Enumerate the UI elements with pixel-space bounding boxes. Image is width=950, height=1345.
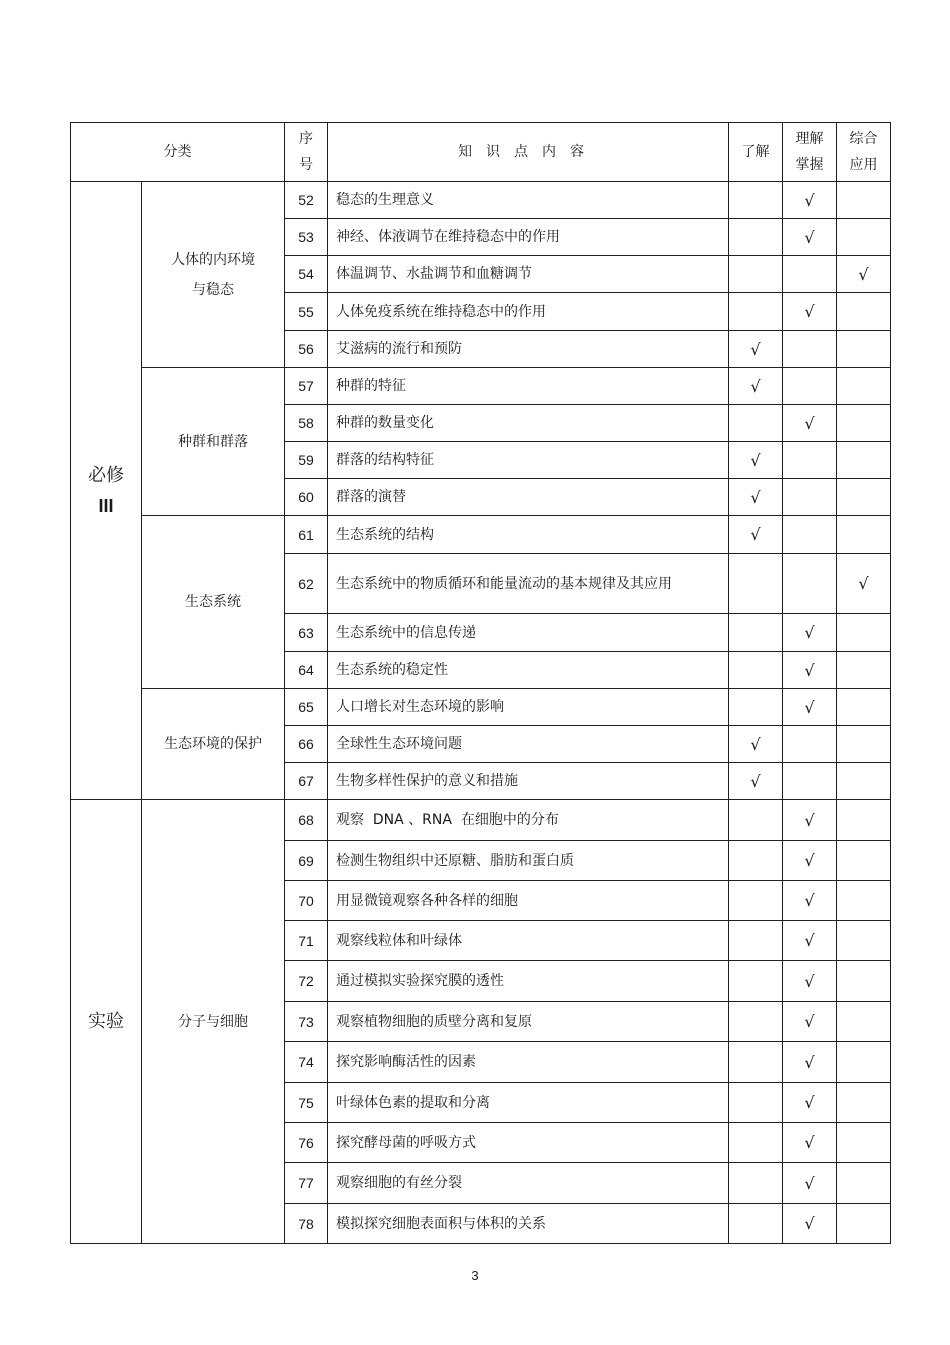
level-master-cell: [783, 1163, 837, 1204]
row-content: 神经、体液调节在维持稳态中的作用: [328, 219, 729, 256]
level-apply-cell: [837, 331, 891, 368]
row-number: 65: [285, 689, 328, 726]
level-apply-cell: [837, 1083, 891, 1123]
header-level-apply: [837, 123, 891, 182]
row-number: 75: [285, 1083, 328, 1123]
checkmark-icon: √: [804, 697, 815, 717]
checkmark-icon: √: [804, 227, 815, 247]
group-label-line1: 分子与细胞: [178, 1013, 248, 1030]
level-master-cell: [783, 554, 837, 614]
level-master-cell: [783, 726, 837, 763]
row-number: 71: [285, 921, 328, 961]
row-content: 观察植物细胞的质壁分离和复原: [328, 1002, 729, 1042]
header-seq-line2: 号: [299, 157, 313, 173]
level-understand-cell: [729, 881, 783, 921]
group-label: [142, 182, 285, 368]
level-understand-cell: [729, 841, 783, 881]
level-master-cell: [783, 479, 837, 516]
section-label-line1: 实验: [88, 1010, 124, 1032]
level-apply-cell: [837, 293, 891, 331]
level-master-cell: [783, 1042, 837, 1083]
level-apply-cell: [837, 689, 891, 726]
level-apply-cell: [837, 614, 891, 652]
level-apply-cell: [837, 1163, 891, 1204]
level-master-cell: [783, 689, 837, 726]
header-seq: [285, 123, 328, 182]
row-number: 61: [285, 516, 328, 554]
row-content: 种群的特征: [328, 368, 729, 405]
level-apply-cell: [837, 1042, 891, 1083]
row-number: 56: [285, 331, 328, 368]
row-number: 70: [285, 881, 328, 921]
section-label: [71, 800, 142, 1244]
checkmark-icon: √: [804, 1173, 815, 1193]
section-label: [71, 182, 142, 800]
level-master-cell: [783, 442, 837, 479]
section-label-line1: 必修: [88, 464, 124, 486]
level-apply-cell: [837, 652, 891, 689]
level-master-cell: [783, 800, 837, 841]
level-master-cell: [783, 219, 837, 256]
level-understand-cell: [729, 442, 783, 479]
row-content: 人口增长对生态环境的影响: [328, 689, 729, 726]
row-content: 生态系统的稳定性: [328, 652, 729, 689]
row-number: 67: [285, 763, 328, 800]
checkmark-icon: √: [804, 190, 815, 210]
level-understand-cell: [729, 256, 783, 293]
level-understand-cell: [729, 763, 783, 800]
row-content: 叶绿体色素的提取和分离: [328, 1083, 729, 1123]
header-level-master-line2: 掌握: [795, 157, 824, 173]
level-understand-cell: [729, 182, 783, 219]
header-level-apply-line2: 应用: [849, 157, 878, 173]
row-content: 生态系统的结构: [328, 516, 729, 554]
header-level-apply-line1: 综合: [849, 131, 878, 147]
row-content: 通过模拟实验探究膜的透性: [328, 961, 729, 1002]
level-master-cell: [783, 293, 837, 331]
table-row: [71, 182, 891, 219]
checkmark-icon: √: [804, 891, 815, 910]
level-apply-cell: [837, 256, 891, 293]
row-content: 全球性生态环境问题: [328, 726, 729, 763]
checkmark-icon: √: [804, 1012, 815, 1031]
level-understand-cell: [729, 800, 783, 841]
group-label: [142, 368, 285, 516]
header-level-master-line1: 理解: [795, 131, 824, 147]
level-master-cell: [783, 331, 837, 368]
checkmark-icon: √: [804, 851, 815, 870]
row-content: 群落的结构特征: [328, 442, 729, 479]
row-number: 60: [285, 479, 328, 516]
level-understand-cell: [729, 219, 783, 256]
checkmark-icon: √: [804, 971, 815, 991]
checkmark-icon: √: [750, 734, 761, 754]
checkmark-icon: √: [804, 302, 815, 321]
checkmark-icon: √: [804, 413, 815, 433]
row-number: 53: [285, 219, 328, 256]
row-content: 模拟探究细胞表面积与体积的关系: [328, 1204, 729, 1244]
level-master-cell: [783, 961, 837, 1002]
checkmark-icon: √: [804, 931, 815, 950]
level-apply-cell: [837, 841, 891, 881]
row-number: 55: [285, 293, 328, 331]
row-number: 52: [285, 182, 328, 219]
level-master-cell: [783, 368, 837, 405]
row-content: 生物多样性保护的意义和措施: [328, 763, 729, 800]
header-content: 知识点内容: [328, 123, 729, 182]
page-number: 3: [471, 1268, 479, 1283]
level-apply-cell: [837, 554, 891, 614]
table-row: [71, 689, 891, 726]
table-row: [71, 368, 891, 405]
level-understand-cell: [729, 1123, 783, 1163]
level-apply-cell: [837, 1123, 891, 1163]
level-master-cell: [783, 1123, 837, 1163]
row-number: 62: [285, 554, 328, 614]
level-understand-cell: [729, 961, 783, 1002]
checkmark-icon: √: [804, 623, 815, 642]
level-understand-cell: [729, 921, 783, 961]
level-master-cell: [783, 652, 837, 689]
level-understand-cell: [729, 1204, 783, 1244]
row-number: 54: [285, 256, 328, 293]
row-content: 观察 DNA 、RNA 在细胞中的分布: [328, 800, 729, 841]
level-understand-cell: [729, 554, 783, 614]
group-label-line1: 生态系统: [185, 594, 241, 610]
level-apply-cell: [837, 726, 891, 763]
row-number: 77: [285, 1163, 328, 1204]
row-number: 68: [285, 800, 328, 841]
level-apply-cell: [837, 921, 891, 961]
table-header-row: [71, 123, 891, 182]
checkmark-icon: √: [858, 574, 869, 593]
row-content: 群落的演替: [328, 479, 729, 516]
row-content: 检测生物组织中还原糖、脂肪和蛋白质: [328, 841, 729, 881]
level-understand-cell: [729, 726, 783, 763]
row-content: 体温调节、水盐调节和血糖调节: [328, 256, 729, 293]
level-understand-cell: [729, 689, 783, 726]
row-number: 74: [285, 1042, 328, 1083]
level-master-cell: [783, 841, 837, 881]
group-label: [142, 800, 285, 1244]
level-understand-cell: [729, 405, 783, 442]
level-apply-cell: [837, 961, 891, 1002]
row-content: 用显微镜观察各种各样的细胞: [328, 881, 729, 921]
level-apply-cell: [837, 219, 891, 256]
row-content: 稳态的生理意义: [328, 182, 729, 219]
checkmark-icon: √: [750, 339, 761, 359]
row-content: 生态系统中的信息传递: [328, 614, 729, 652]
group-label-line1: 人体的内环境: [171, 251, 255, 268]
checkmark-icon: √: [750, 450, 761, 470]
level-understand-cell: [729, 479, 783, 516]
checkmark-icon: √: [858, 264, 869, 284]
level-apply-cell: [837, 1204, 891, 1244]
checkmark-icon: √: [750, 487, 761, 507]
header-level-understand: 了解: [729, 123, 783, 182]
level-apply-cell: [837, 1002, 891, 1042]
checkmark-icon: √: [804, 1214, 815, 1233]
checkmark-icon: √: [804, 810, 815, 830]
row-content: 人体免疫系统在维持稳态中的作用: [328, 293, 729, 331]
level-apply-cell: [837, 442, 891, 479]
row-number: 69: [285, 841, 328, 881]
level-apply-cell: [837, 368, 891, 405]
checkmark-icon: √: [750, 376, 761, 396]
group-label-line1: 生态环境的保护: [164, 736, 262, 752]
level-apply-cell: [837, 763, 891, 800]
level-master-cell: [783, 921, 837, 961]
row-number: 63: [285, 614, 328, 652]
level-understand-cell: [729, 1042, 783, 1083]
group-label: [142, 689, 285, 800]
level-master-cell: [783, 1002, 837, 1042]
level-apply-cell: [837, 881, 891, 921]
header-seq-line1: 序: [299, 131, 313, 147]
row-content: 探究影响酶活性的因素: [328, 1042, 729, 1083]
level-understand-cell: [729, 652, 783, 689]
level-master-cell: [783, 1083, 837, 1123]
row-number: 59: [285, 442, 328, 479]
row-number: 64: [285, 652, 328, 689]
checkmark-icon: √: [804, 660, 815, 680]
level-master-cell: [783, 763, 837, 800]
level-understand-cell: [729, 368, 783, 405]
row-number: 76: [285, 1123, 328, 1163]
header-category: 分类: [71, 123, 285, 182]
knowledge-point-table: [70, 122, 891, 1244]
level-apply-cell: [837, 182, 891, 219]
row-number: 66: [285, 726, 328, 763]
group-label-line2: 与稳态: [192, 281, 234, 298]
table-body: [71, 182, 891, 1244]
row-content: 艾滋病的流行和预防: [328, 331, 729, 368]
table-row: [71, 516, 891, 554]
table-row: [71, 800, 891, 841]
row-number: 58: [285, 405, 328, 442]
level-understand-cell: [729, 293, 783, 331]
level-understand-cell: [729, 614, 783, 652]
level-master-cell: [783, 256, 837, 293]
row-content: 观察细胞的有丝分裂: [328, 1163, 729, 1204]
level-apply-cell: [837, 479, 891, 516]
row-number: 73: [285, 1002, 328, 1042]
checkmark-icon: √: [750, 525, 761, 544]
level-master-cell: [783, 516, 837, 554]
section-label-line2: III: [98, 495, 114, 516]
row-number: 78: [285, 1204, 328, 1244]
row-content: 生态系统中的物质循环和能量流动的基本规律及其应用: [328, 554, 729, 614]
level-understand-cell: [729, 1083, 783, 1123]
checkmark-icon: √: [804, 1133, 815, 1152]
level-master-cell: [783, 182, 837, 219]
group-label: [142, 516, 285, 689]
row-number: 72: [285, 961, 328, 1002]
level-understand-cell: [729, 516, 783, 554]
level-apply-cell: [837, 516, 891, 554]
level-master-cell: [783, 881, 837, 921]
level-understand-cell: [729, 1163, 783, 1204]
level-master-cell: [783, 614, 837, 652]
row-content: 探究酵母菌的呼吸方式: [328, 1123, 729, 1163]
checkmark-icon: √: [750, 771, 761, 791]
checkmark-icon: √: [804, 1052, 815, 1072]
group-label-line1: 种群和群落: [178, 433, 248, 450]
header-level-master: [783, 123, 837, 182]
row-content: 观察线粒体和叶绿体: [328, 921, 729, 961]
level-master-cell: [783, 1204, 837, 1244]
level-master-cell: [783, 405, 837, 442]
level-apply-cell: [837, 405, 891, 442]
level-understand-cell: [729, 1002, 783, 1042]
level-apply-cell: [837, 800, 891, 841]
level-understand-cell: [729, 331, 783, 368]
checkmark-icon: √: [804, 1093, 815, 1112]
row-number: 57: [285, 368, 328, 405]
row-content: 种群的数量变化: [328, 405, 729, 442]
